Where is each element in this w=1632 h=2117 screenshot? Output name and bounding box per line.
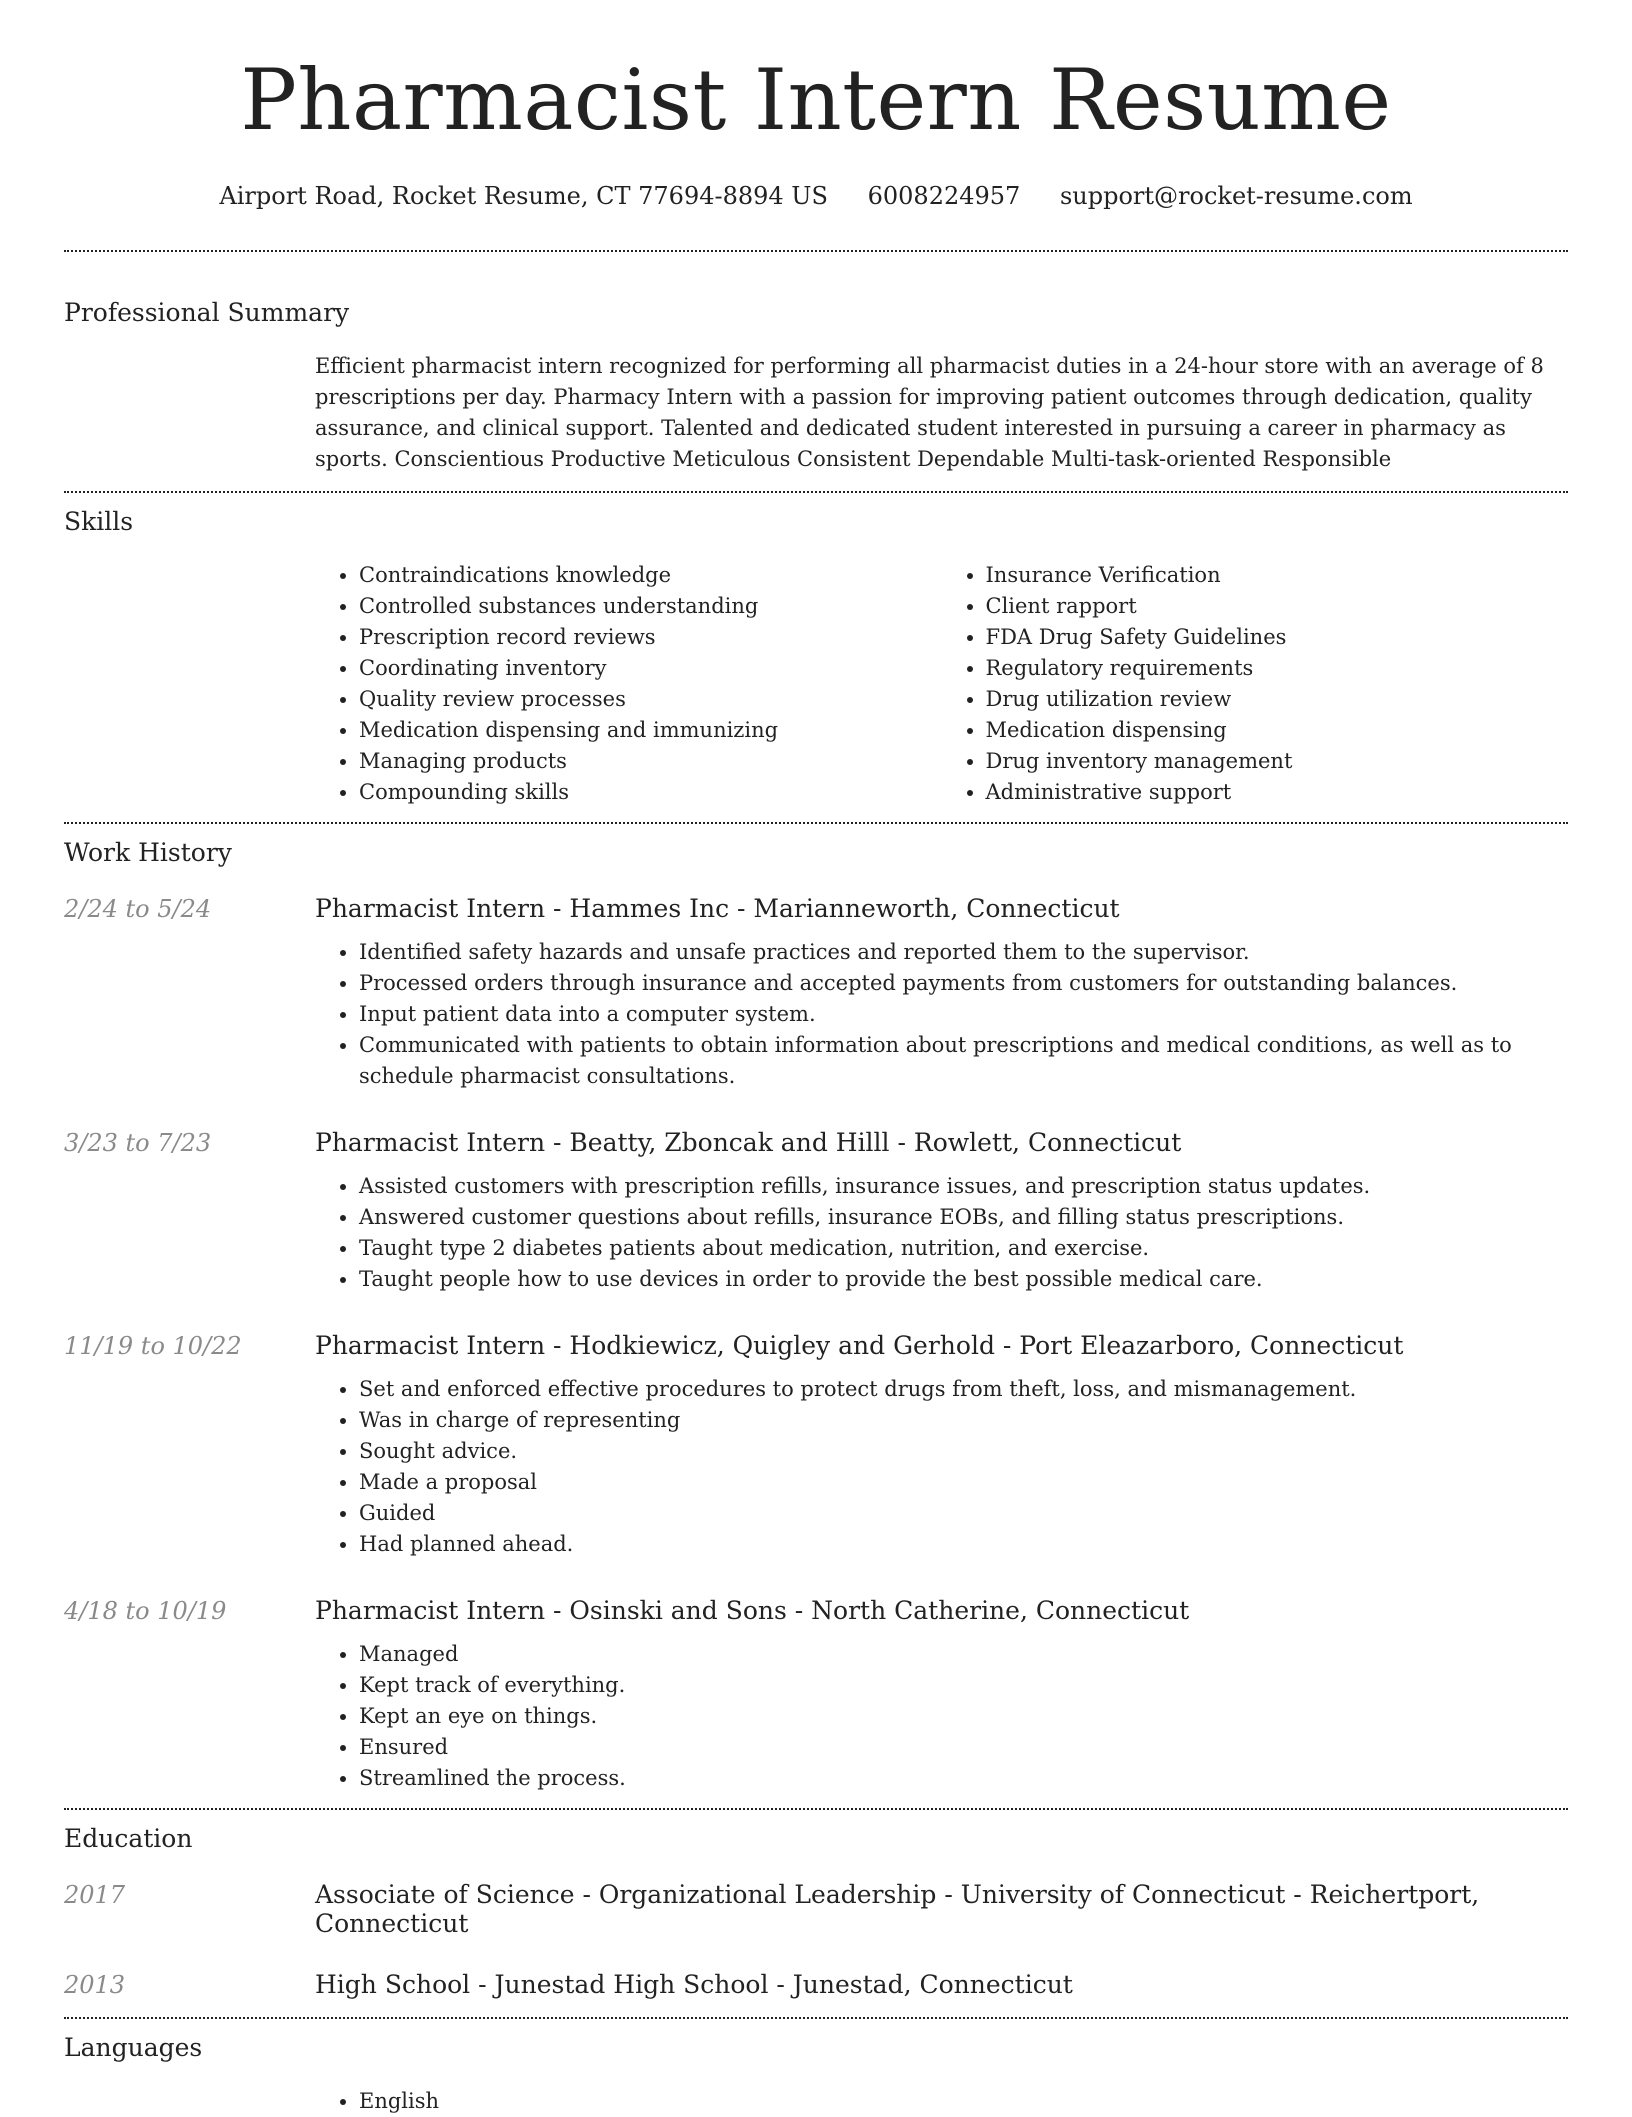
job-header	[64, 1596, 1568, 1625]
education-date: 2017	[64, 1881, 126, 1909]
job-title: Pharmacist Intern - Osinski and Sons - North Catherine, Connecticut	[315, 1596, 1190, 1625]
list-item: • Quality review processes	[359, 684, 942, 715]
education-title: High School - Junestad High School - Junestad, Connecticut	[315, 1970, 1073, 1999]
resume-page	[64, 0, 1568, 2117]
summary-heading: Professional Summary	[64, 298, 350, 327]
job-bullets	[315, 1171, 1568, 1295]
resume-title: Pharmacist Intern Resume	[240, 51, 1392, 149]
job-entry	[64, 1128, 1568, 1295]
list-item: • Drug inventory management	[986, 746, 1569, 777]
job-bullets	[315, 1374, 1568, 1560]
job-header	[64, 894, 1568, 923]
list-item: • Communicated with patients to obtain information about prescriptions and medical conditions, as well as to schedule pharmacist consultations.	[359, 1030, 1568, 1092]
job-entry	[64, 1331, 1568, 1560]
divider	[64, 250, 1568, 252]
divider	[64, 1808, 1568, 1810]
list-item: • Contraindications knowledge	[359, 560, 942, 591]
list-item: • Was in charge of representing	[359, 1405, 1568, 1436]
list-item: • Identified safety hazards and unsafe practices and reported them to the supervisor.	[359, 937, 1568, 968]
job-date: 3/23 to 7/23	[64, 1129, 212, 1157]
list-item: • Managing products	[359, 746, 942, 777]
job-entry	[64, 1596, 1568, 1794]
list-item: • Client rapport	[986, 591, 1569, 622]
list-item: • Had planned ahead.	[359, 1529, 1568, 1560]
summary-text: Efficient pharmacist intern recognized for performing all pharmacist duties in a 24-hour store with an average of 8 prescriptions per day. Pharmacy Intern with a passion for improving patient outcomes through dedication, quality assurance, and clinical support. Talented and dedicated student interested in pursuing a career in pharmacy as sports. Conscientious Productive Meticulous Consistent Dependable Multi-task-oriented Responsible	[315, 354, 1544, 471]
list-item: • Kept an eye on things.	[359, 1701, 1568, 1732]
address: Airport Road, Rocket Resume, CT 77694-8894 US	[219, 182, 828, 210]
work-history-list	[64, 894, 1568, 1794]
list-item: • Ensured	[359, 1732, 1568, 1763]
list-item: • Medication dispensing and immunizing	[359, 715, 942, 746]
list-item: • Answered customer questions about refills, insurance EOBs, and filling status prescriptions.	[359, 1202, 1568, 1233]
education-entry	[64, 1880, 1568, 1938]
job-header	[64, 1331, 1568, 1360]
skills-right-column	[942, 560, 1569, 808]
job-entry	[64, 894, 1568, 1092]
job-title: Pharmacist Intern - Hodkiewicz, Quigley and Gerhold - Port Eleazarboro, Connecticut	[315, 1331, 1404, 1360]
education-heading: Education	[64, 1824, 193, 1853]
divider	[64, 2017, 1568, 2019]
contact-line	[64, 180, 1568, 212]
list-item: • Managed	[359, 1639, 1568, 1670]
divider	[64, 491, 1568, 493]
job-title: Pharmacist Intern - Hammes Inc - Marianneworth, Connecticut	[315, 894, 1120, 923]
job-bullets	[315, 1639, 1568, 1794]
list-item: • English	[359, 2086, 1568, 2117]
list-item: • Kept track of everything.	[359, 1670, 1568, 1701]
list-item: • Streamlined the process.	[359, 1763, 1568, 1794]
list-item: • Drug utilization review	[986, 684, 1569, 715]
list-item: • Input patient data into a computer system.	[359, 999, 1568, 1030]
list-item: • Guided	[359, 1498, 1568, 1529]
list-item: • Taught people how to use devices in order to provide the best possible medical care.	[359, 1264, 1568, 1295]
skills-list	[315, 560, 1568, 808]
email: support@rocket-resume.com	[1059, 182, 1413, 210]
job-date: 11/19 to 10/22	[64, 1332, 242, 1360]
phone: 6008224957	[867, 182, 1021, 210]
divider	[64, 822, 1568, 824]
skills-heading: Skills	[64, 507, 134, 536]
list-item: • Made a proposal	[359, 1467, 1568, 1498]
list-item: • Medication dispensing	[986, 715, 1569, 746]
list-item: • Prescription record reviews	[359, 622, 942, 653]
list-item: • Assisted customers with prescription refills, insurance issues, and prescription status updates.	[359, 1171, 1568, 1202]
list-item: • Processed orders through insurance and accepted payments from customers for outstanding balances.	[359, 968, 1568, 999]
work-heading: Work History	[64, 838, 232, 867]
skills-left-column	[315, 560, 942, 808]
list-item: • Insurance Verification	[986, 560, 1569, 591]
languages-heading: Languages	[64, 2033, 203, 2062]
job-date: 2/24 to 5/24	[64, 895, 212, 923]
list-item: • Set and enforced effective procedures to protect drugs from theft, loss, and mismanagement.	[359, 1374, 1568, 1405]
job-bullets	[315, 937, 1568, 1092]
list-item: • Taught type 2 diabetes patients about medication, nutrition, and exercise.	[359, 1233, 1568, 1264]
education-date: 2013	[64, 1971, 126, 1999]
list-item: • Controlled substances understanding	[359, 591, 942, 622]
education-title: Associate of Science - Organizational Leadership - University of Connecticut - Reichertport, Connecticut	[315, 1880, 1480, 1938]
list-item: • Sought advice.	[359, 1436, 1568, 1467]
list-item: • Administrative support	[986, 777, 1569, 808]
job-date: 4/18 to 10/19	[64, 1597, 227, 1625]
job-header	[64, 1128, 1568, 1157]
list-item: • Coordinating inventory	[359, 653, 942, 684]
education-list	[64, 1880, 1568, 1999]
list-item: • Compounding skills	[359, 777, 942, 808]
education-entry	[64, 1970, 1568, 1999]
job-title: Pharmacist Intern - Beatty, Zboncak and Hilll - Rowlett, Connecticut	[315, 1128, 1182, 1157]
list-item: • Regulatory requirements	[986, 653, 1569, 684]
list-item: • FDA Drug Safety Guidelines	[986, 622, 1569, 653]
languages-list	[315, 2086, 1568, 2117]
